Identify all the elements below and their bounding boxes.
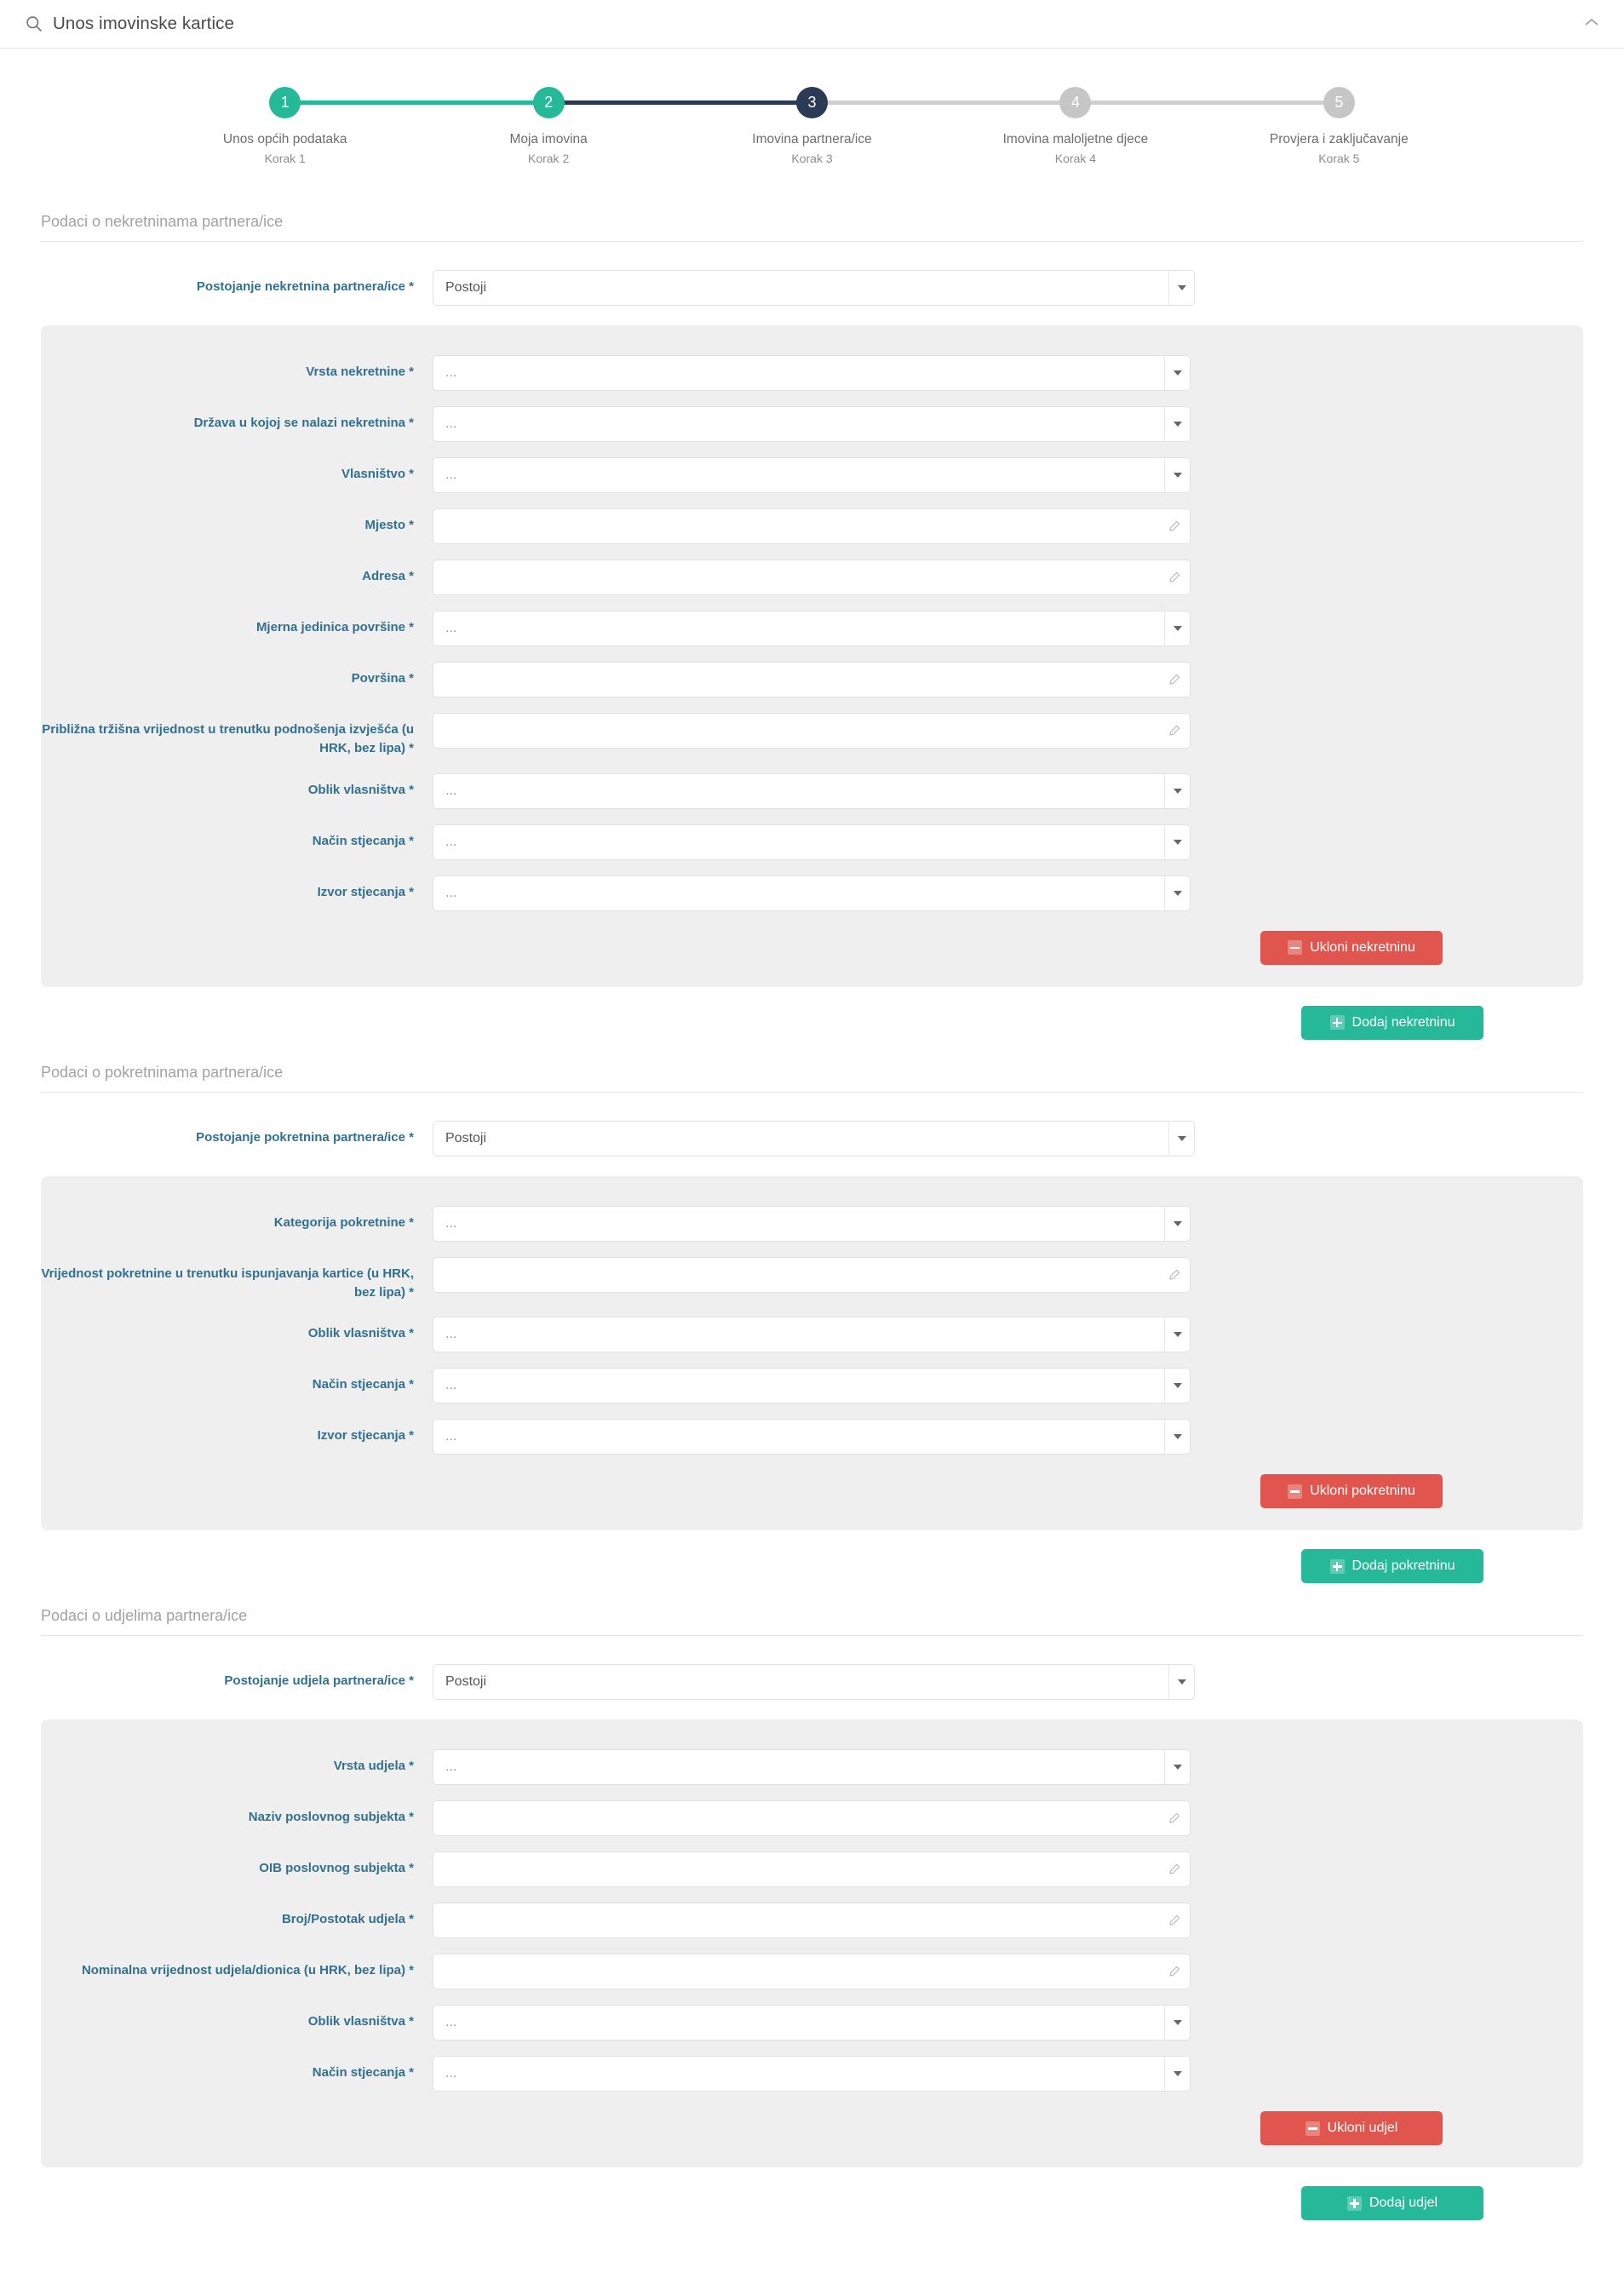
remove-item-button[interactable] (1260, 931, 1443, 965)
remove-item-label: Ukloni udjel (1327, 2121, 1398, 2136)
chevron-down-icon[interactable] (1168, 1122, 1194, 1156)
page-header (0, 0, 1624, 49)
field-label-oblik-vlasnistva: Oblik vlasništva * (307, 1326, 414, 1341)
input-oib-poslovnog-subjekta[interactable] (433, 1851, 1191, 1887)
chevron-down-icon[interactable] (1164, 1750, 1190, 1784)
chevron-down-icon[interactable] (1164, 1420, 1190, 1454)
field-control (433, 406, 1191, 442)
stepper-label: Moja imovina (509, 132, 588, 146)
select-value: Postoji (445, 1130, 487, 1145)
section-title: Podaci o udjelima partnera/ice (41, 1607, 1583, 1636)
pencil-icon (1159, 1269, 1190, 1281)
field-control (433, 1851, 1191, 1887)
stepper-sublabel: Korak 2 (527, 152, 570, 166)
input-naziv-poslovnog-subjekta[interactable] (433, 1800, 1191, 1836)
field-control (433, 560, 1191, 595)
pencil-icon (1159, 1812, 1190, 1824)
select-nacin-stjecanja[interactable] (433, 1368, 1191, 1403)
stepper-connector (1076, 100, 1339, 105)
field-control (433, 713, 1191, 749)
form-row (41, 1946, 1583, 1997)
chevron-down-icon[interactable] (1164, 356, 1190, 390)
add-button-row (0, 1006, 1624, 1040)
select-value: ... (445, 885, 457, 900)
field-control (433, 1749, 1191, 1785)
stepper-step-5[interactable] (1208, 87, 1471, 165)
select-postojanje-pokretnina-partnera-ice[interactable] (433, 1121, 1195, 1157)
select-value: ... (445, 621, 457, 636)
field-control (433, 773, 1191, 809)
form-row (41, 766, 1583, 817)
section-title: Podaci o pokretninama partnera/ice (41, 1064, 1583, 1093)
input-povrsina[interactable] (433, 662, 1191, 697)
stepper-bubble: 3 (796, 87, 828, 118)
select-value: ... (445, 1378, 457, 1393)
field-label-priblizna-trzisna-vrijednost-u-trenutku-podnos: Približna tržišna vrijednost u trenutku podnošenja izvješća (u HRK, bez lipa) * (42, 722, 414, 756)
pencil-icon (1159, 520, 1190, 532)
field-label-vrsta-nekretnine: Vrsta nekretnine * (306, 364, 414, 380)
add-item-label: Dodaj nekretninu (1351, 1014, 1455, 1030)
select-izvor-stjecanja[interactable] (433, 875, 1191, 911)
field-control (433, 1368, 1191, 1403)
section-existence-row (0, 1656, 1624, 1708)
chevron-up-icon[interactable] (1583, 17, 1600, 31)
field-label-postojanje-udjela-partnera-ice: Postojanje udjela partnera/ice * (224, 1673, 414, 1689)
field-label-mjesto: Mjesto * (364, 518, 414, 533)
item-panel (41, 1719, 1583, 2167)
input-broj-postotak-udjela[interactable] (433, 1903, 1191, 1938)
select-value: ... (445, 834, 457, 849)
remove-item-button[interactable] (1260, 2111, 1443, 2145)
select-vlasnistvo[interactable] (433, 457, 1191, 493)
select-kategorija-pokretnine[interactable] (433, 1206, 1191, 1242)
field-control (433, 2056, 1191, 2092)
select-drzava-u-kojoj-se-nalazi-nekretnina[interactable] (433, 406, 1191, 442)
field-label-oblik-vlasnistva: Oblik vlasništva * (307, 2014, 414, 2029)
form-row (41, 262, 1583, 313)
form-row (41, 654, 1583, 705)
select-mjerna-jedinica-povrsine[interactable] (433, 611, 1191, 646)
select-nacin-stjecanja[interactable] (433, 824, 1191, 860)
input-vrijednost-pokretnine-u-trenutku-ispunjavanja-[interactable] (433, 1257, 1191, 1293)
form-row (41, 1844, 1583, 1895)
select-value: ... (445, 2015, 457, 2030)
form-row (41, 450, 1583, 501)
field-control (433, 1954, 1191, 1989)
remove-item-label: Ukloni nekretninu (1310, 939, 1415, 955)
select-postojanje-udjela-partnera-ice[interactable] (433, 1664, 1195, 1700)
select-value: ... (445, 365, 457, 381)
field-label-povrsina: Površina * (351, 671, 414, 686)
select-nacin-stjecanja[interactable] (433, 2056, 1191, 2092)
stepper-bubble: 4 (1059, 87, 1091, 118)
stepper-connector (548, 100, 812, 105)
section-title: Podaci o nekretninama partnera/ice (41, 213, 1583, 242)
select-value: ... (445, 1327, 457, 1342)
select-oblik-vlasnistva[interactable] (433, 773, 1191, 809)
chevron-down-icon[interactable] (1164, 1369, 1190, 1403)
chevron-down-icon[interactable] (1168, 271, 1194, 305)
remove-item-label: Ukloni pokretninu (1310, 1484, 1415, 1499)
field-control (433, 355, 1191, 391)
select-vrsta-nekretnine[interactable] (433, 355, 1191, 391)
field-label-oib-poslovnog-subjekta: OIB poslovnog subjekta * (259, 1861, 414, 1876)
form-row (41, 1411, 1583, 1462)
form-row (41, 501, 1583, 552)
select-value: Postoji (445, 1674, 487, 1690)
pencil-icon (1159, 571, 1190, 583)
form-row (41, 1793, 1583, 1844)
pencil-icon (1159, 1914, 1190, 1926)
search-icon (26, 15, 43, 32)
select-oblik-vlasnistva[interactable] (433, 2005, 1191, 2041)
input-priblizna-trzisna-vrijednost-u-trenutku-podnos[interactable] (433, 713, 1191, 749)
form-row (41, 399, 1583, 450)
field-label-vrijednost-pokretnine-u-trenutku-ispunjavanja-: Vrijednost pokretnine u trenutku ispunjavanja kartice (u HRK, bez lipa) * (41, 1266, 414, 1300)
chevron-down-icon[interactable] (1164, 1317, 1190, 1352)
page-title: Unos imovinske kartice (53, 14, 234, 33)
stepper-bubble: 1 (269, 87, 301, 118)
minus-icon (1288, 1484, 1302, 1499)
field-control (433, 508, 1191, 544)
form-row (41, 1198, 1583, 1249)
field-label-oblik-vlasnistva: Oblik vlasništva * (307, 782, 414, 797)
select-value: ... (445, 783, 457, 798)
form-row (41, 1742, 1583, 1793)
field-label-drzava-u-kojoj-se-nalazi-nekretnina: Država u kojoj se nalazi nekretnina * (193, 416, 414, 431)
remove-item-button[interactable] (1260, 1474, 1443, 1508)
section-existence-row (0, 1113, 1624, 1164)
select-value: ... (445, 416, 457, 432)
add-item-label: Dodaj pokretninu (1351, 1558, 1455, 1574)
field-label-naziv-poslovnog-subjekta: Naziv poslovnog subjekta * (248, 1810, 414, 1825)
form-row (41, 1113, 1583, 1164)
field-label-vrsta-udjela: Vrsta udjela * (333, 1759, 414, 1774)
form-row (41, 1360, 1583, 1411)
form-section-podaci-o-pokretninama-partnera-ice (0, 1064, 1624, 1608)
field-control (433, 270, 1195, 306)
stepper-connector (285, 100, 548, 105)
field-label-vlasnistvo: Vlasništvo * (341, 467, 414, 482)
form-row (41, 1895, 1583, 1946)
add-item-button[interactable] (1301, 2186, 1483, 2220)
chevron-down-icon[interactable] (1164, 825, 1190, 859)
form-section-podaci-o-nekretninama-partnera-ice (0, 213, 1624, 1064)
add-item-button[interactable] (1301, 1006, 1483, 1040)
remove-button-row (41, 931, 1583, 965)
field-label-kategorija-pokretnine: Kategorija pokretnine * (273, 1214, 414, 1230)
form-row (41, 347, 1583, 399)
field-label-nacin-stjecanja: Način stjecanja * (312, 833, 414, 848)
stepper-step-3[interactable] (680, 87, 944, 165)
field-control (433, 1206, 1191, 1242)
chevron-down-icon[interactable] (1164, 2057, 1190, 2091)
select-value: ... (445, 468, 457, 483)
form-row (41, 1997, 1583, 2048)
chevron-down-icon[interactable] (1164, 611, 1190, 646)
stepper-sublabel: Korak 4 (1054, 152, 1097, 166)
chevron-down-icon[interactable] (1164, 774, 1190, 808)
field-label-izvor-stjecanja: Izvor stjecanja * (317, 884, 414, 899)
select-value: ... (445, 2066, 457, 2081)
stepper-bubble: 5 (1323, 87, 1355, 118)
minus-icon (1306, 2121, 1320, 2136)
add-item-label: Dodaj udjel (1369, 2196, 1438, 2211)
field-control (433, 1419, 1191, 1455)
pencil-icon (1159, 1863, 1190, 1875)
form-row (41, 2048, 1583, 2099)
select-izvor-stjecanja[interactable] (433, 1419, 1191, 1455)
chevron-down-icon[interactable] (1164, 1207, 1190, 1241)
form-row (41, 603, 1583, 654)
remove-button-row (41, 1474, 1583, 1508)
field-label-nacin-stjecanja: Način stjecanja * (312, 2065, 414, 2081)
chevron-down-icon[interactable] (1164, 876, 1190, 910)
stepper-connector (812, 100, 1076, 105)
add-button-row (0, 1549, 1624, 1583)
field-label-mjerna-jedinica-povrsine: Mjerna jedinica površine * (255, 620, 414, 635)
stepper-sublabel: Korak 5 (1318, 152, 1360, 166)
stepper-bubble: 2 (533, 87, 565, 118)
field-control (433, 662, 1191, 697)
field-control (433, 1317, 1191, 1352)
add-item-button[interactable] (1301, 1549, 1483, 1583)
stepper-step-2[interactable] (416, 87, 680, 165)
select-value: Postoji (445, 280, 487, 296)
form-row (41, 705, 1583, 766)
field-control (433, 824, 1191, 860)
stepper-label: Imovina maloljetne djece (1002, 132, 1149, 146)
form-row (41, 817, 1583, 868)
select-oblik-vlasnistva[interactable] (433, 1317, 1191, 1352)
field-label-nacin-stjecanja: Način stjecanja * (312, 1377, 414, 1392)
stepper-sublabel: Korak 1 (264, 152, 306, 166)
field-label-broj-postotak-udjela: Broj/Postotak udjela * (281, 1912, 414, 1927)
chevron-down-icon[interactable] (1164, 2006, 1190, 2040)
remove-button-row (41, 2111, 1583, 2145)
field-control (433, 1800, 1191, 1836)
plus-icon (1330, 1015, 1345, 1030)
field-control (433, 611, 1191, 646)
select-vrsta-udjela[interactable] (433, 1749, 1191, 1785)
stepper-label: Unos općih podataka (222, 132, 347, 146)
form-row (41, 552, 1583, 603)
wizard-stepper (0, 49, 1624, 165)
field-control (433, 875, 1191, 911)
minus-icon (1288, 940, 1302, 955)
form-row (41, 1309, 1583, 1360)
stepper-step-4[interactable] (944, 87, 1207, 165)
form-row (41, 1249, 1583, 1310)
select-value: ... (445, 1759, 457, 1775)
select-postojanje-nekretnina-partnera-ice[interactable] (433, 270, 1195, 306)
plus-icon (1347, 2196, 1362, 2211)
input-mjesto[interactable] (433, 508, 1191, 544)
select-value: ... (445, 1429, 457, 1444)
item-panel (41, 1176, 1583, 1531)
input-nominalna-vrijednost-udjela-dionica-u-hrk-bez-[interactable] (433, 1954, 1191, 1989)
field-control (433, 1903, 1191, 1938)
stepper-label: Imovina partnera/ice (752, 132, 872, 146)
chevron-down-icon[interactable] (1168, 1665, 1194, 1699)
stepper-label: Provjera i zaključavanje (1269, 132, 1409, 146)
stepper-sublabel: Korak 3 (791, 152, 833, 166)
field-control (433, 457, 1191, 493)
pencil-icon (1159, 725, 1190, 737)
field-label-adresa: Adresa * (362, 569, 414, 584)
item-panel (41, 325, 1583, 987)
chevron-down-icon[interactable] (1164, 458, 1190, 492)
stepper-step-1[interactable] (153, 87, 416, 165)
field-label-postojanje-nekretnina-partnera-ice: Postojanje nekretnina partnera/ice * (196, 279, 414, 295)
field-label-nominalna-vrijednost-udjela-dionica-u-hrk-bez-: Nominalna vrijednost udjela/dionica (u HRK, bez lipa) * (81, 1963, 414, 1978)
section-existence-row (0, 262, 1624, 313)
form-row (41, 868, 1583, 919)
form-row (41, 1656, 1583, 1708)
input-adresa[interactable] (433, 560, 1191, 595)
plus-icon (1330, 1559, 1345, 1574)
pencil-icon (1159, 674, 1190, 686)
field-control (433, 2005, 1191, 2041)
chevron-down-icon[interactable] (1164, 407, 1190, 441)
add-button-row (0, 2186, 1624, 2220)
field-label-postojanje-pokretnina-partnera-ice: Postojanje pokretnina partnera/ice * (196, 1129, 414, 1145)
field-control (433, 1257, 1191, 1293)
field-control (433, 1664, 1195, 1700)
field-control (433, 1121, 1195, 1157)
pencil-icon (1159, 1966, 1190, 1977)
select-value: ... (445, 1215, 457, 1231)
field-label-izvor-stjecanja: Izvor stjecanja * (317, 1428, 414, 1444)
form-section-podaci-o-udjelima-partnera-ice (0, 1607, 1624, 2244)
